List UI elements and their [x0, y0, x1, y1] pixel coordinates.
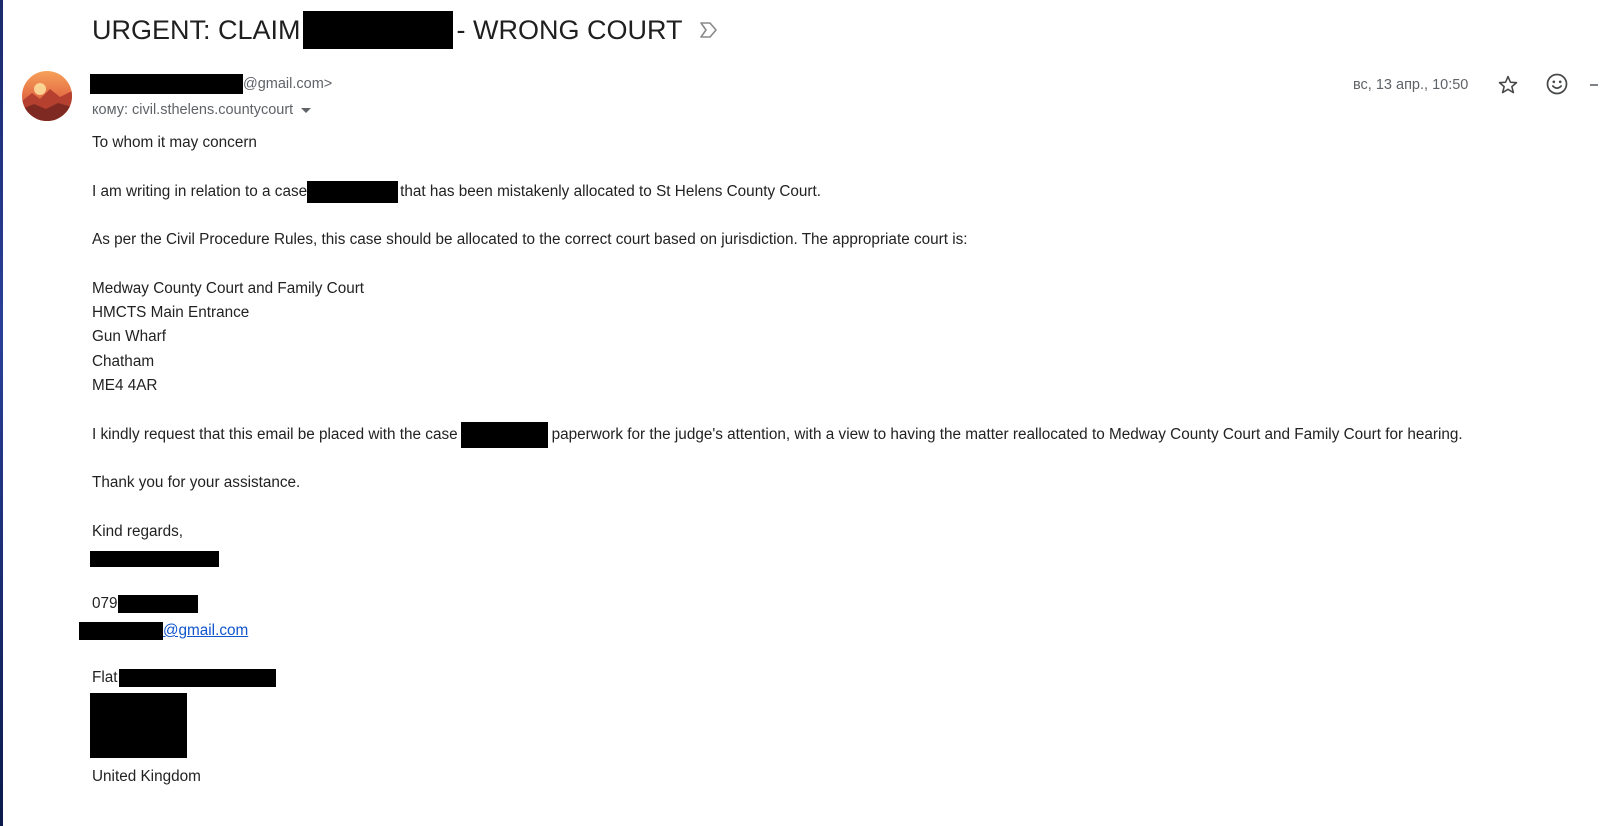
- closing-line: Kind regards,: [92, 522, 183, 540]
- sender-email-suffix: @gmail.com>: [243, 76, 333, 92]
- para3-end: paperwork for the judge's attention, with a view to having the matter reallocated to Medway County Court and Family Court for hearing.: [551, 425, 1463, 443]
- star-icon: [1497, 74, 1519, 96]
- email-link[interactable]: @gmail.com: [163, 622, 249, 639]
- smiley-icon: [1545, 72, 1569, 96]
- redaction-box: [90, 74, 243, 94]
- subject-suffix: - WRONG COURT: [456, 14, 683, 45]
- paragraph-request: [92, 423, 1582, 447]
- redaction-box: [118, 595, 198, 613]
- signature-phone: [92, 593, 198, 615]
- redaction-box: [461, 422, 548, 448]
- greeting: To whom it may concern: [92, 134, 257, 151]
- email-body: [92, 131, 1582, 544]
- redaction-box: [303, 11, 453, 49]
- address-line: Gun Wharf: [92, 328, 166, 346]
- email-date: вс, 13 апр., 10:50: [1353, 77, 1469, 93]
- label-arrow-icon[interactable]: [699, 21, 719, 39]
- address-line: ME4 4AR: [92, 376, 158, 394]
- redaction-box: [119, 669, 276, 687]
- redaction-box: [90, 551, 219, 567]
- para1-end: that has been mistakenly allocated to St Helens County Court.: [400, 182, 822, 200]
- flat-prefix: Flat: [92, 669, 118, 686]
- chevron-down-icon[interactable]: [301, 108, 311, 113]
- signature-email: [79, 620, 248, 642]
- star-button[interactable]: [1494, 71, 1522, 99]
- signature-address: [92, 666, 276, 690]
- para3-start: I kindly request that this email be placed with the case: [92, 425, 458, 443]
- thanks-line: Thank you for your assistance.: [92, 474, 301, 492]
- address-line: Chatham: [92, 352, 155, 370]
- sender-address: [90, 73, 332, 95]
- redaction-box: [307, 181, 398, 203]
- signature-country: United Kingdom: [92, 768, 201, 785]
- address-line: Medway County Court and Family Court: [92, 279, 365, 297]
- paragraph-rules: As per the Civil Procedure Rules, this case should be allocated to the correct court based on jurisdiction. The appropriate court is:: [92, 231, 968, 249]
- redaction-box: [90, 693, 187, 758]
- para1-start: I am writing in relation to a case: [92, 182, 308, 200]
- paragraph-case: [92, 180, 1582, 204]
- recipient-line[interactable]: [92, 99, 311, 121]
- subject-prefix: URGENT: CLAIM: [92, 14, 301, 45]
- recipient-text: кому: civil.sthelens.countycourt: [92, 102, 294, 118]
- add-reaction-button[interactable]: [1543, 70, 1571, 98]
- address-line: HMCTS Main Entrance: [92, 304, 250, 322]
- redaction-box: [79, 622, 163, 640]
- sender-avatar[interactable]: [22, 71, 72, 121]
- phone-prefix: 079: [92, 595, 118, 612]
- email-subject: [92, 8, 719, 52]
- reply-arrow-icon-partial[interactable]: [1590, 80, 1600, 90]
- window-edge: [0, 0, 3, 826]
